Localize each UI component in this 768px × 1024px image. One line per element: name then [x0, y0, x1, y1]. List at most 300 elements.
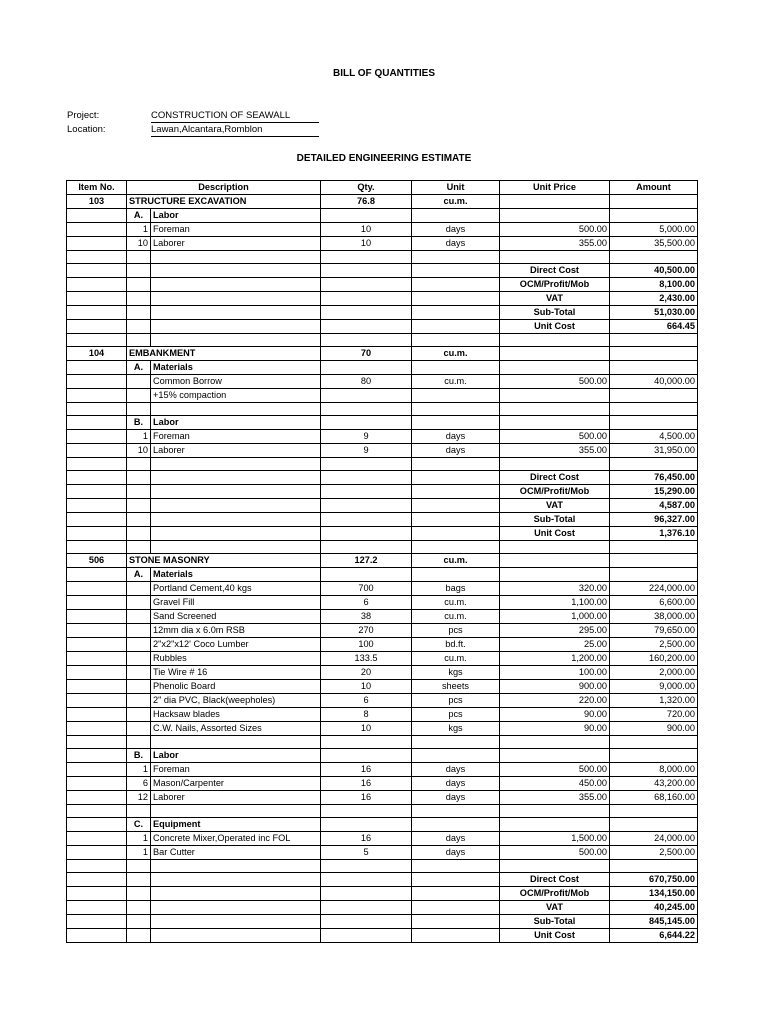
line-unit-price: 1,000.00 — [500, 610, 610, 624]
summary-description — [151, 278, 321, 292]
line-amount: 38,000.00 — [610, 610, 698, 624]
blank-cell — [67, 251, 127, 264]
summary-qty — [321, 264, 412, 278]
line-description: Portland Cement,40 kgs — [151, 582, 321, 596]
section-letter: A. — [127, 568, 151, 582]
summary-row — [67, 264, 698, 278]
summary-description — [151, 513, 321, 527]
line-amount: 720.00 — [610, 708, 698, 722]
blank-cell — [500, 458, 610, 471]
line-unit: days — [412, 223, 500, 237]
blank-cell — [412, 334, 500, 347]
summary-qty — [321, 901, 412, 915]
line-item-row — [67, 582, 698, 596]
section-unit-price — [500, 818, 610, 832]
line-count: 1 — [127, 763, 151, 777]
blank-cell — [610, 541, 698, 554]
summary-count — [127, 292, 151, 306]
section-unit-price — [500, 361, 610, 375]
line-item-row — [67, 610, 698, 624]
summary-description — [151, 471, 321, 485]
line-amount: 9,000.00 — [610, 680, 698, 694]
section-amount — [610, 209, 698, 223]
line-unit: cu.m. — [412, 375, 500, 389]
item-unit-price — [500, 347, 610, 361]
blank-row — [67, 334, 698, 347]
blank-cell — [67, 805, 127, 818]
summary-item-no — [67, 306, 127, 320]
line-qty: 5 — [321, 846, 412, 860]
section-letter: A. — [127, 209, 151, 223]
line-unit-price: 500.00 — [500, 430, 610, 444]
section-qty — [321, 209, 412, 223]
line-amount: 35,500.00 — [610, 237, 698, 251]
line-item-no — [67, 582, 127, 596]
line-description: Common Borrow — [151, 375, 321, 389]
line-unit: bd.ft. — [412, 638, 500, 652]
line-item-no — [67, 708, 127, 722]
line-unit-price — [500, 389, 610, 403]
blank-cell — [127, 736, 151, 749]
summary-qty — [321, 485, 412, 499]
line-item-row — [67, 375, 698, 389]
line-item-no — [67, 694, 127, 708]
summary-label: Unit Cost — [500, 320, 610, 334]
line-count — [127, 638, 151, 652]
section-item-no — [67, 416, 127, 430]
section-row — [67, 416, 698, 430]
summary-item-no — [67, 320, 127, 334]
location-label: Location: — [67, 124, 106, 135]
summary-unit — [412, 929, 500, 943]
line-unit-price: 500.00 — [500, 846, 610, 860]
summary-amount: 76,450.00 — [610, 471, 698, 485]
line-count — [127, 375, 151, 389]
summary-amount: 670,750.00 — [610, 873, 698, 887]
item-number: 104 — [67, 347, 127, 361]
line-qty: 10 — [321, 223, 412, 237]
line-unit: pcs — [412, 708, 500, 722]
summary-qty — [321, 292, 412, 306]
summary-item-no — [67, 915, 127, 929]
summary-count — [127, 278, 151, 292]
estimate-subtitle: DETAILED ENGINEERING ESTIMATE — [296, 153, 472, 164]
line-count: 12 — [127, 791, 151, 805]
section-amount — [610, 818, 698, 832]
summary-item-no — [67, 887, 127, 901]
summary-qty — [321, 320, 412, 334]
line-description: 12mm dia x 6.0m RSB — [151, 624, 321, 638]
line-unit: kgs — [412, 722, 500, 736]
blank-cell — [412, 736, 500, 749]
line-unit: sheets — [412, 680, 500, 694]
line-description: Foreman — [151, 223, 321, 237]
summary-item-no — [67, 513, 127, 527]
blank-row — [67, 458, 698, 471]
line-amount: 2,000.00 — [610, 666, 698, 680]
line-unit: days — [412, 430, 500, 444]
blank-cell — [151, 251, 321, 264]
line-item-no — [67, 652, 127, 666]
section-row — [67, 818, 698, 832]
item-number: 103 — [67, 195, 127, 209]
line-count — [127, 596, 151, 610]
summary-row — [67, 278, 698, 292]
item-unit-price — [500, 195, 610, 209]
blank-row — [67, 251, 698, 264]
blank-cell — [500, 403, 610, 416]
blank-cell — [412, 860, 500, 873]
summary-row — [67, 320, 698, 334]
line-count: 10 — [127, 237, 151, 251]
summary-label: Sub-Total — [500, 915, 610, 929]
summary-qty — [321, 527, 412, 541]
section-label: Labor — [151, 209, 321, 223]
line-item-no — [67, 444, 127, 458]
line-count — [127, 722, 151, 736]
summary-row — [67, 306, 698, 320]
line-unit-price: 355.00 — [500, 791, 610, 805]
line-unit-price: 450.00 — [500, 777, 610, 791]
summary-label: VAT — [500, 292, 610, 306]
item-header-row — [67, 554, 698, 568]
summary-count — [127, 929, 151, 943]
blank-cell — [610, 805, 698, 818]
line-unit: days — [412, 444, 500, 458]
line-amount: 2,500.00 — [610, 846, 698, 860]
line-amount: 6,600.00 — [610, 596, 698, 610]
line-count — [127, 694, 151, 708]
line-qty: 10 — [321, 722, 412, 736]
summary-count — [127, 527, 151, 541]
section-letter: B. — [127, 749, 151, 763]
line-count — [127, 652, 151, 666]
summary-label: Direct Cost — [500, 471, 610, 485]
header-item-no: Item No. — [67, 181, 127, 195]
line-unit-price: 220.00 — [500, 694, 610, 708]
summary-unit — [412, 915, 500, 929]
summary-row — [67, 873, 698, 887]
section-unit-price — [500, 568, 610, 582]
item-header-row — [67, 195, 698, 209]
line-item-no — [67, 596, 127, 610]
line-unit: bags — [412, 582, 500, 596]
blank-cell — [151, 736, 321, 749]
line-item-row — [67, 832, 698, 846]
blank-cell — [151, 458, 321, 471]
line-unit-price: 900.00 — [500, 680, 610, 694]
summary-amount: 664.45 — [610, 320, 698, 334]
item-unit-price — [500, 554, 610, 568]
summary-count — [127, 513, 151, 527]
blank-cell — [610, 403, 698, 416]
line-amount: 8,000.00 — [610, 763, 698, 777]
line-description: Sand Screened — [151, 610, 321, 624]
blank-cell — [67, 458, 127, 471]
blank-cell — [127, 403, 151, 416]
summary-count — [127, 915, 151, 929]
summary-amount: 40,500.00 — [610, 264, 698, 278]
line-unit: kgs — [412, 666, 500, 680]
line-unit-price: 500.00 — [500, 763, 610, 777]
line-item-no — [67, 791, 127, 805]
blank-cell — [151, 403, 321, 416]
summary-unit — [412, 485, 500, 499]
summary-unit — [412, 264, 500, 278]
line-amount: 68,160.00 — [610, 791, 698, 805]
summary-amount: 96,327.00 — [610, 513, 698, 527]
line-count — [127, 624, 151, 638]
line-item-row — [67, 846, 698, 860]
line-amount: 31,950.00 — [610, 444, 698, 458]
summary-amount: 6,644.22 — [610, 929, 698, 943]
summary-unit — [412, 887, 500, 901]
summary-label: VAT — [500, 499, 610, 513]
line-item-row — [67, 791, 698, 805]
section-item-no — [67, 818, 127, 832]
line-item-no — [67, 375, 127, 389]
blank-cell — [610, 334, 698, 347]
line-item-row — [67, 430, 698, 444]
section-item-no — [67, 749, 127, 763]
summary-label: Sub-Total — [500, 513, 610, 527]
section-unit — [412, 568, 500, 582]
section-unit-price — [500, 749, 610, 763]
blank-cell — [127, 805, 151, 818]
blank-cell — [127, 251, 151, 264]
section-amount — [610, 416, 698, 430]
summary-amount: 4,587.00 — [610, 499, 698, 513]
section-unit-price — [500, 209, 610, 223]
blank-cell — [610, 860, 698, 873]
blank-cell — [321, 458, 412, 471]
line-item-no — [67, 846, 127, 860]
line-count: 1 — [127, 223, 151, 237]
summary-qty — [321, 887, 412, 901]
line-amount: 224,000.00 — [610, 582, 698, 596]
summary-row — [67, 887, 698, 901]
line-amount: 43,200.00 — [610, 777, 698, 791]
line-description: Foreman — [151, 763, 321, 777]
blank-cell — [610, 251, 698, 264]
blank-cell — [127, 458, 151, 471]
summary-count — [127, 887, 151, 901]
blank-cell — [321, 251, 412, 264]
summary-qty — [321, 499, 412, 513]
section-unit — [412, 209, 500, 223]
blank-row — [67, 541, 698, 554]
summary-amount: 15,290.00 — [610, 485, 698, 499]
summary-row — [67, 499, 698, 513]
line-item-no — [67, 763, 127, 777]
item-qty: 70 — [321, 347, 412, 361]
line-qty: 16 — [321, 832, 412, 846]
blank-cell — [67, 860, 127, 873]
summary-description — [151, 292, 321, 306]
summary-label: VAT — [500, 901, 610, 915]
line-unit-price: 1,200.00 — [500, 652, 610, 666]
line-unit-price: 355.00 — [500, 444, 610, 458]
summary-item-no — [67, 929, 127, 943]
line-description: Gravel Fill — [151, 596, 321, 610]
line-qty: 133.5 — [321, 652, 412, 666]
header-description: Description — [127, 181, 321, 195]
item-unit: cu.m. — [412, 347, 500, 361]
summary-description — [151, 873, 321, 887]
line-unit-price: 295.00 — [500, 624, 610, 638]
summary-count — [127, 901, 151, 915]
line-amount: 2,500.00 — [610, 638, 698, 652]
line-description: Hacksaw blades — [151, 708, 321, 722]
summary-qty — [321, 929, 412, 943]
boq-body — [67, 181, 698, 943]
summary-count — [127, 306, 151, 320]
line-qty: 8 — [321, 708, 412, 722]
summary-unit — [412, 527, 500, 541]
section-label: Materials — [151, 568, 321, 582]
line-description: 2" dia PVC, Black(weepholes) — [151, 694, 321, 708]
line-amount: 40,000.00 — [610, 375, 698, 389]
blank-cell — [127, 334, 151, 347]
line-qty: 16 — [321, 791, 412, 805]
section-item-no — [67, 209, 127, 223]
line-item-row — [67, 694, 698, 708]
section-row — [67, 361, 698, 375]
line-count — [127, 680, 151, 694]
blank-row — [67, 736, 698, 749]
blank-cell — [67, 403, 127, 416]
section-letter: A. — [127, 361, 151, 375]
line-unit-price: 1,100.00 — [500, 596, 610, 610]
line-amount: 24,000.00 — [610, 832, 698, 846]
summary-count — [127, 471, 151, 485]
summary-row — [67, 513, 698, 527]
summary-count — [127, 320, 151, 334]
section-row — [67, 568, 698, 582]
line-item-row — [67, 763, 698, 777]
summary-description — [151, 485, 321, 499]
line-count — [127, 610, 151, 624]
line-item-row — [67, 722, 698, 736]
section-qty — [321, 818, 412, 832]
blank-cell — [67, 334, 127, 347]
blank-cell — [412, 458, 500, 471]
item-amount — [610, 554, 698, 568]
line-count: 1 — [127, 846, 151, 860]
section-item-no — [67, 568, 127, 582]
summary-qty — [321, 873, 412, 887]
blank-row — [67, 805, 698, 818]
summary-unit — [412, 901, 500, 915]
summary-description — [151, 306, 321, 320]
blank-cell — [500, 860, 610, 873]
blank-cell — [151, 805, 321, 818]
summary-count — [127, 499, 151, 513]
line-amount: 5,000.00 — [610, 223, 698, 237]
line-unit: days — [412, 237, 500, 251]
line-item-row — [67, 638, 698, 652]
line-count — [127, 582, 151, 596]
blank-cell — [412, 541, 500, 554]
line-item-no — [67, 832, 127, 846]
line-qty: 10 — [321, 680, 412, 694]
line-count — [127, 389, 151, 403]
blank-cell — [127, 541, 151, 554]
header-qty: Qty. — [321, 181, 412, 195]
blank-cell — [500, 805, 610, 818]
line-item-no — [67, 389, 127, 403]
line-count: 1 — [127, 430, 151, 444]
section-letter: B. — [127, 416, 151, 430]
line-item-row — [67, 389, 698, 403]
blank-cell — [500, 334, 610, 347]
line-item-row — [67, 596, 698, 610]
section-unit — [412, 416, 500, 430]
line-item-row — [67, 444, 698, 458]
line-count — [127, 708, 151, 722]
blank-row — [67, 403, 698, 416]
line-count — [127, 666, 151, 680]
item-description: EMBANKMENT — [127, 347, 321, 361]
section-amount — [610, 568, 698, 582]
summary-item-no — [67, 485, 127, 499]
line-count: 6 — [127, 777, 151, 791]
blank-cell — [610, 736, 698, 749]
line-qty: 16 — [321, 763, 412, 777]
summary-unit — [412, 292, 500, 306]
summary-qty — [321, 915, 412, 929]
summary-row — [67, 929, 698, 943]
line-description: +15% compaction — [151, 389, 321, 403]
item-amount — [610, 195, 698, 209]
line-unit — [412, 389, 500, 403]
summary-amount: 1,376.10 — [610, 527, 698, 541]
summary-qty — [321, 471, 412, 485]
summary-item-no — [67, 471, 127, 485]
summary-amount: 51,030.00 — [610, 306, 698, 320]
blank-cell — [151, 334, 321, 347]
line-item-no — [67, 223, 127, 237]
item-qty: 127.2 — [321, 554, 412, 568]
summary-row — [67, 292, 698, 306]
line-unit: cu.m. — [412, 596, 500, 610]
summary-count — [127, 485, 151, 499]
section-label: Equipment — [151, 818, 321, 832]
line-description: Mason/Carpenter — [151, 777, 321, 791]
line-unit-price: 90.00 — [500, 708, 610, 722]
blank-cell — [500, 736, 610, 749]
summary-description — [151, 929, 321, 943]
summary-description — [151, 915, 321, 929]
section-qty — [321, 749, 412, 763]
section-unit-price — [500, 416, 610, 430]
line-qty: 6 — [321, 596, 412, 610]
summary-count — [127, 264, 151, 278]
line-unit-price: 320.00 — [500, 582, 610, 596]
summary-amount: 134,150.00 — [610, 887, 698, 901]
summary-item-no — [67, 873, 127, 887]
summary-label: Sub-Total — [500, 306, 610, 320]
header-row — [67, 181, 698, 195]
boq-table — [66, 180, 698, 943]
line-amount: 160,200.00 — [610, 652, 698, 666]
blank-cell — [321, 403, 412, 416]
summary-description — [151, 887, 321, 901]
section-row — [67, 209, 698, 223]
line-qty: 270 — [321, 624, 412, 638]
line-qty: 100 — [321, 638, 412, 652]
line-unit: pcs — [412, 694, 500, 708]
